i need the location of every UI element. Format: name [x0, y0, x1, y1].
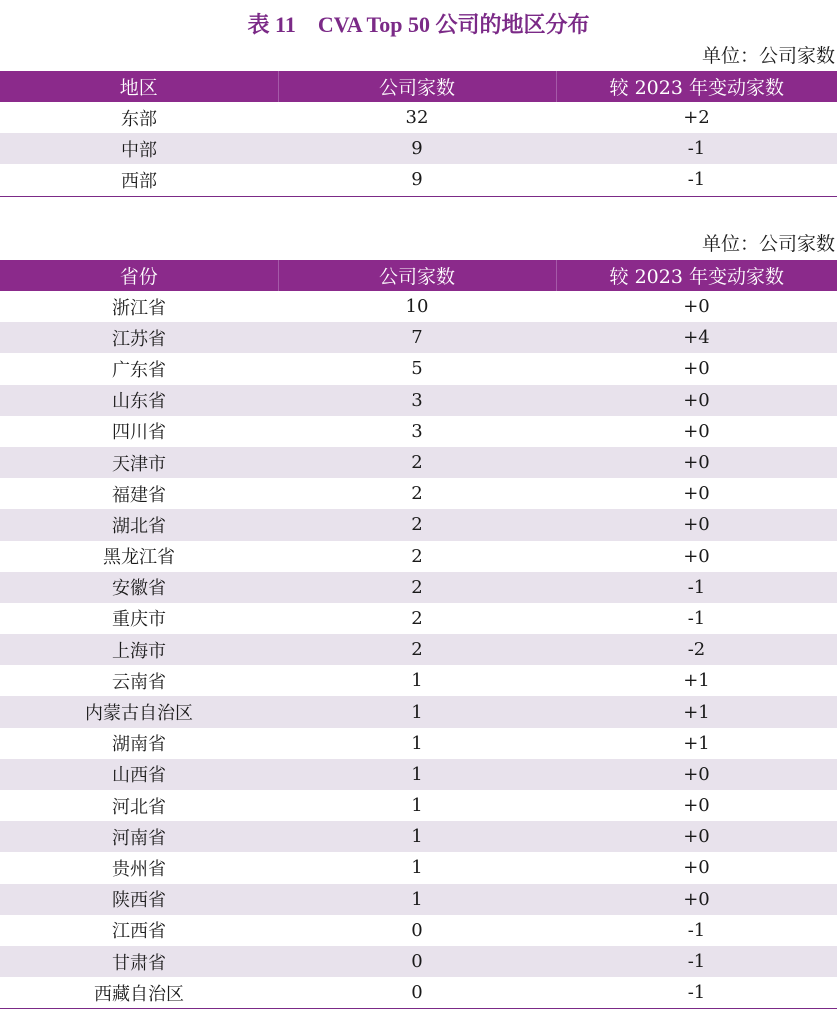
- change-cell: +0: [556, 447, 837, 478]
- province-table-row: [0, 478, 837, 509]
- region-table: [0, 71, 837, 197]
- province-table-row: [0, 541, 837, 572]
- name-cell: 上海市: [0, 634, 278, 665]
- name-cell: 东部: [0, 102, 278, 133]
- count-cell: 2: [278, 509, 556, 540]
- name-cell: 重庆市: [0, 603, 278, 634]
- change-cell: -1: [556, 133, 837, 164]
- change-cell: +0: [556, 385, 837, 416]
- province-table-row: [0, 385, 837, 416]
- count-cell: 1: [278, 728, 556, 759]
- change-cell: +0: [556, 759, 837, 790]
- province-table-row: [0, 852, 837, 883]
- region-table-row: [0, 133, 837, 164]
- name-cell: 西藏自治区: [0, 977, 278, 1009]
- count-cell: 9: [278, 164, 556, 196]
- name-cell: 黑龙江省: [0, 541, 278, 572]
- change-cell: -1: [556, 946, 837, 977]
- count-cell: 2: [278, 603, 556, 634]
- change-cell: -1: [556, 977, 837, 1009]
- count-cell: 2: [278, 541, 556, 572]
- region-table-row: [0, 102, 837, 133]
- province-table-row: [0, 509, 837, 540]
- count-cell: 1: [278, 665, 556, 696]
- count-header-cell: 公司家数: [278, 260, 556, 291]
- change-cell: -2: [556, 634, 837, 665]
- province-table-row: [0, 353, 837, 384]
- region-table-body: [0, 102, 837, 196]
- change-cell: +0: [556, 291, 837, 322]
- count-cell: 0: [278, 946, 556, 977]
- change-cell: +1: [556, 696, 837, 727]
- region-table-unit: 单位：公司家数: [701, 45, 835, 67]
- region-table-header-row: [0, 71, 837, 102]
- name-cell: 内蒙古自治区: [0, 696, 278, 727]
- province-table-row: [0, 977, 837, 1009]
- name-cell: 河北省: [0, 790, 278, 821]
- name-cell: 湖南省: [0, 728, 278, 759]
- count-cell: 5: [278, 353, 556, 384]
- province-table-row: [0, 759, 837, 790]
- change-cell: +0: [556, 884, 837, 915]
- province-table-row: [0, 447, 837, 478]
- count-cell: 3: [278, 416, 556, 447]
- count-cell: 2: [278, 572, 556, 603]
- count-cell: 3: [278, 385, 556, 416]
- change-cell: -1: [556, 164, 837, 196]
- count-cell: 1: [278, 759, 556, 790]
- name-cell: 浙江省: [0, 291, 278, 322]
- name-cell: 甘肃省: [0, 946, 278, 977]
- province-table-row: [0, 821, 837, 852]
- count-cell: 1: [278, 696, 556, 727]
- count-cell: 0: [278, 915, 556, 946]
- count-cell: 2: [278, 634, 556, 665]
- province-table-row: [0, 322, 837, 353]
- name-cell: 湖北省: [0, 509, 278, 540]
- name-cell: 福建省: [0, 478, 278, 509]
- change-cell: +0: [556, 821, 837, 852]
- change-cell: +0: [556, 541, 837, 572]
- change-cell: +2: [556, 102, 837, 133]
- change-cell: -1: [556, 603, 837, 634]
- change-cell: -1: [556, 915, 837, 946]
- province-table-row: [0, 572, 837, 603]
- count-cell: 2: [278, 447, 556, 478]
- change-cell: +0: [556, 790, 837, 821]
- name-cell: 山西省: [0, 759, 278, 790]
- region-header-cell: 地区: [0, 71, 278, 102]
- province-table-row: [0, 946, 837, 977]
- province-table-row: [0, 696, 837, 727]
- province-table-row: [0, 665, 837, 696]
- name-cell: 江西省: [0, 915, 278, 946]
- change-header-cell: 较 2023 年变动家数: [556, 71, 837, 102]
- name-cell: 云南省: [0, 665, 278, 696]
- province-table-row: [0, 790, 837, 821]
- change-cell: +0: [556, 353, 837, 384]
- change-cell: +0: [556, 852, 837, 883]
- change-header-cell: 较 2023 年变动家数: [556, 260, 837, 291]
- change-cell: -1: [556, 572, 837, 603]
- name-cell: 中部: [0, 133, 278, 164]
- change-cell: +4: [556, 322, 837, 353]
- name-cell: 天津市: [0, 447, 278, 478]
- count-cell: 1: [278, 821, 556, 852]
- name-cell: 山东省: [0, 385, 278, 416]
- province-table-row: [0, 884, 837, 915]
- count-header-cell: 公司家数: [278, 71, 556, 102]
- change-cell: +1: [556, 665, 837, 696]
- count-cell: 9: [278, 133, 556, 164]
- table-title: 表 11 CVA Top 50 公司的地区分布: [247, 12, 590, 37]
- count-cell: 2: [278, 478, 556, 509]
- province-table-row: [0, 416, 837, 447]
- change-cell: +0: [556, 509, 837, 540]
- province-table-unit: 单位：公司家数: [701, 233, 835, 255]
- name-cell: 安徽省: [0, 572, 278, 603]
- count-cell: 0: [278, 977, 556, 1009]
- change-cell: +0: [556, 416, 837, 447]
- count-cell: 7: [278, 322, 556, 353]
- province-table-row: [0, 603, 837, 634]
- name-cell: 江苏省: [0, 322, 278, 353]
- count-cell: 1: [278, 790, 556, 821]
- province-table-row: [0, 291, 837, 322]
- name-cell: 广东省: [0, 353, 278, 384]
- name-cell: 四川省: [0, 416, 278, 447]
- name-cell: 河南省: [0, 821, 278, 852]
- region-table-row: [0, 164, 837, 196]
- province-header-cell: 省份: [0, 260, 278, 291]
- count-cell: 1: [278, 852, 556, 883]
- name-cell: 西部: [0, 164, 278, 196]
- province-table-row: [0, 728, 837, 759]
- province-table: [0, 260, 837, 1009]
- province-table-row: [0, 634, 837, 665]
- province-table-body: [0, 291, 837, 1009]
- count-cell: 1: [278, 884, 556, 915]
- name-cell: 陕西省: [0, 884, 278, 915]
- change-cell: +0: [556, 478, 837, 509]
- name-cell: 贵州省: [0, 852, 278, 883]
- count-cell: 10: [278, 291, 556, 322]
- count-cell: 32: [278, 102, 556, 133]
- change-cell: +1: [556, 728, 837, 759]
- province-table-header-row: [0, 260, 837, 291]
- province-table-row: [0, 915, 837, 946]
